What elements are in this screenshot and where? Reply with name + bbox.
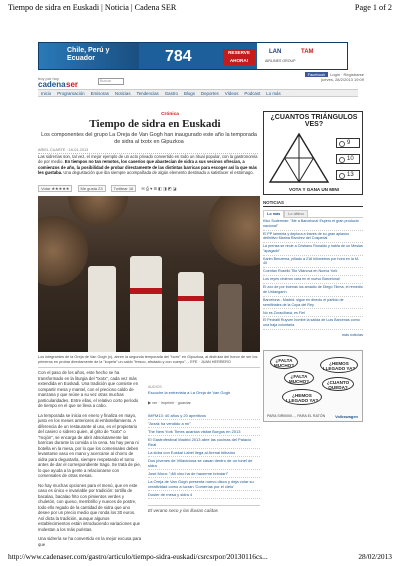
cider-barrel bbox=[68, 196, 128, 226]
tam-logo: TAM bbox=[301, 49, 314, 55]
related-more: El verano seco y las lluvias caídas bbox=[148, 505, 260, 513]
current-date: jueves, 28/2/2013 19:09 bbox=[321, 77, 364, 82]
body-paragraph: No hay muchas opciones para el menú, que en este caso es único e invariable por tradición: tortilla de bacalao, bacalao frito con pimientos verdes y chuletón, con queso, membrillo y nueces de postre, todo ello regado de la cantidad de sidra que uno desee por un precio medio que ronda los 30 euros. Así dicta la tradición, aunque algunos establecimientos están introduciendo variaciones que molestan a los más puristas. bbox=[38, 482, 140, 532]
author-line: ARIEL CUARTE · 16-01-2013 bbox=[38, 148, 258, 154]
news-sidebar bbox=[263, 200, 363, 337]
site-logo[interactable] bbox=[38, 76, 94, 90]
audio-link[interactable]: Escuche la entrevista a La Oreja de Van Gogh bbox=[148, 390, 231, 395]
red-sash bbox=[178, 296, 204, 301]
ad-tagline: PARA SIRIIIIIIIII..., PARA EL RATÓN bbox=[267, 414, 326, 418]
cider-barrel bbox=[208, 196, 260, 266]
list-item[interactable]: El Gastrofestival Madrid 2013 abre las cocinas del Palacio Real bbox=[148, 436, 260, 449]
list-item[interactable]: The New York Times acaricia visitar Burgos en 2013 bbox=[148, 428, 260, 436]
list-item[interactable]: José Mora: "¡Mi vino ha de hacerme brindar!" bbox=[148, 470, 260, 478]
triangle-icon bbox=[268, 132, 330, 184]
nav-item-noticias[interactable]: Noticias bbox=[114, 91, 131, 96]
lead-text-2: En tiempos no tan remotos, los caseríos que abastecían de sidra a sus vecinos ofrecían, a comienzos de año, la posibilidad de probar directamente de las distintas barricas para escoger así la que más les gustaba. bbox=[38, 159, 257, 176]
main-nav bbox=[38, 89, 358, 97]
list-item[interactable]: El zoo de por buenas los amadio de Diego Tiirma, el remedio de Urdangarín bbox=[263, 284, 363, 297]
vw-ad[interactable] bbox=[263, 350, 363, 422]
vw-logo: Volkswagen bbox=[335, 414, 358, 419]
list-item[interactable]: Dosier de mesa y sidra 4 bbox=[148, 491, 260, 499]
person-figure bbox=[88, 266, 116, 352]
list-item[interactable]: Barcelona - Madrid: sigue en directo el partido de semifinales de la Copa del Rey bbox=[263, 297, 363, 310]
red-sash bbox=[130, 288, 162, 294]
list-item[interactable]: Dos jóvenes de Villaviciosa se casan dentro de un tonel de sidra bbox=[148, 457, 260, 470]
banner-destinations: Chile, Perú y Ecuador bbox=[39, 43, 139, 70]
photo-caption: Los integrantes de la Oreja de Van Gogh (c), abren la segunda temporada del "txotx" en Gipuzkoa, al disfrutar del honor de ser los primeros en probar directamente de la "kupela" un caldo "fresco, afrutado y con cuerpo". - EFE · JUAN HERRERO bbox=[38, 355, 260, 368]
news-header: NOTICIAS bbox=[263, 200, 363, 207]
nav-item-inicio[interactable]: Inicio bbox=[41, 91, 52, 96]
banner-subtext: AIRLINES GROUP bbox=[265, 59, 296, 63]
person-figure bbox=[218, 284, 242, 352]
related-box bbox=[148, 385, 260, 513]
ad-bubble: ¿HEMOS LLEGADO YA? bbox=[282, 389, 322, 405]
like-button[interactable]: Me gusta 23 bbox=[78, 185, 106, 192]
nav-item-deportes[interactable]: Deportes bbox=[200, 91, 219, 96]
top-banner-ad[interactable] bbox=[38, 42, 348, 70]
lan-logo: LAN bbox=[269, 49, 282, 55]
nav-item-emisoras[interactable]: Emisoras bbox=[90, 91, 109, 96]
article-photo bbox=[38, 196, 260, 352]
banner-price: 784 bbox=[165, 48, 192, 65]
nav-item-videos[interactable]: Vídeos bbox=[224, 91, 239, 96]
facebook-button[interactable]: Facebook bbox=[305, 72, 329, 77]
lead-text-1: Las sidrerías son, tal vez, el mejor ejemplo de un acto privado convertido en todo un ritual popular, con la gastronomía de por medio. bbox=[38, 154, 258, 165]
related-header: AUDIOS bbox=[148, 385, 162, 389]
print-header bbox=[8, 3, 392, 13]
cider-barrel bbox=[38, 216, 88, 286]
section-label: Crónica bbox=[161, 112, 179, 117]
poll-option-10[interactable]: 10 bbox=[336, 154, 360, 164]
tweet-button[interactable]: Twittear 16 bbox=[111, 185, 137, 192]
ad-bubble: ¿FALTA MUCHO? bbox=[284, 371, 314, 385]
article-body bbox=[38, 370, 142, 551]
share-icons[interactable]: ✉ ⎙ ♥ ⊞ ◧ ◨ ◩ ◪ bbox=[141, 186, 177, 191]
logo-ser: ser bbox=[66, 80, 79, 89]
related-actions: ▶ ver · Imprimir · guardar bbox=[148, 401, 191, 405]
nav-item-gastro[interactable]: Gastro bbox=[164, 91, 178, 96]
print-header-page: Page 1 of 2 bbox=[354, 3, 392, 12]
nav-item-programacion[interactable]: Programación bbox=[57, 91, 85, 96]
more-news-link[interactable]: más noticias bbox=[341, 332, 363, 337]
tab-lo-ultimo[interactable]: Lo último bbox=[284, 210, 307, 218]
person-figure bbox=[130, 256, 162, 352]
print-footer-date: 28/02/2013 bbox=[358, 552, 392, 561]
nav-item-blogs[interactable]: Blogs bbox=[183, 91, 195, 96]
search-input[interactable]: Buscar bbox=[98, 78, 124, 85]
list-item[interactable]: No es Zoraciñasá, es Fiel bbox=[263, 309, 363, 317]
list-item[interactable]: La prensa se rinde a Cristiano Ronaldo y habla de un Mesias "apagado" bbox=[263, 243, 363, 256]
print-footer bbox=[8, 552, 392, 562]
nav-item-podcast[interactable]: Podcast bbox=[244, 91, 261, 96]
person-figure bbox=[178, 272, 204, 352]
ad-bubble: ¿HEMOS LLEGADO YA? bbox=[320, 357, 358, 373]
tab-lo-mas[interactable]: Lo más bbox=[263, 210, 284, 218]
nav-item-tendencias[interactable]: Tendencias bbox=[136, 91, 159, 96]
social-bar bbox=[38, 185, 260, 193]
page-title: Tiempo de sidra en Euskadi bbox=[89, 118, 221, 130]
news-list bbox=[263, 217, 363, 330]
list-item[interactable]: "Arzak ha vendido a mí" bbox=[148, 420, 260, 428]
poll-title: ¿CUANTOS TRIÁNGULOS VES? bbox=[270, 114, 358, 128]
logo-cadena: cadena bbox=[38, 80, 66, 89]
poll-footer: VOTA Y GANA UN MINI bbox=[289, 187, 339, 192]
print-link[interactable]: Imprimir bbox=[160, 401, 175, 405]
banner-reserve-button[interactable]: RESERVE AHORA! bbox=[223, 49, 255, 65]
body-paragraph: Con el paso de los años, este hecho se ha transformado en la liturgia del "txotx", cada vez más extendida en Euskadi. Una tradición que consiste en compartir mesa y mantel, con el precioso caldo de manzana y que reúne a su vez otras muchas particularidades. Entre ellas, el relativo corto período de tiempo en el que se lleva a cabo. bbox=[38, 370, 139, 408]
print-footer-url: http://www.cadenaser.com/gastro/articulo/tiempo-sidra-euskadi/csrcsrpor/20130116cs... bbox=[8, 552, 268, 561]
list-item[interactable]: Kiko Soderman: "Me a Barcelona! Espero el gran producto nacional" bbox=[263, 218, 363, 231]
ad-bubble: ¿FALTA MUCHO? bbox=[270, 355, 298, 369]
poll-option-9[interactable]: 9 bbox=[336, 138, 360, 148]
print-header-title: Tiempo de sidra en Euskadi | Noticia | Cadena SER bbox=[8, 3, 177, 12]
lead-text-3: Una degustación que iba siempre acompañada de algún elemento destinado a satisfacer el estómago. bbox=[62, 170, 254, 176]
ad-bubble: ¿CUANTO QUEDA? bbox=[322, 377, 354, 391]
list-item[interactable]: Cuentan Roselló Tito Vilanova en Nueva York bbox=[263, 268, 363, 276]
list-item[interactable]: El PP lamenta y deplora a través de su gran aplauso definitivo Marina Ramírez del Cospedal bbox=[263, 231, 363, 244]
banner-logos bbox=[257, 43, 348, 70]
save-link[interactable]: guardar bbox=[177, 401, 191, 405]
logo-pretext: hoy por hoy bbox=[38, 76, 59, 81]
login-link[interactable]: Login · Registrarse bbox=[330, 72, 364, 77]
related-list bbox=[148, 412, 260, 499]
list-item[interactable]: Karim Benzema, pillado a 216 kilómetros por hora en la M-40 bbox=[263, 256, 363, 269]
body-paragraph: La temporada se inicia en enero y finaliza en mayo, justo en los meses anteriores al embotellamiento. A diferencia de un restaurante al uso, es el propietario del casero o sidrero quien, al grito de "txotx" o "mojón", se encarga de abrir absolutamente las barricas durante la comida o la cena. No hay pena ni botella en la mesa, por lo que los comensales deben levantarse vaso en mano y acercarse al chorro de sidra para degustarla, siempre respetando el turno antes de dar el correspondiente trago. Se trata de pie, lo que ayuda a la gente a relacionarse con comensales de otras mesas. bbox=[38, 412, 141, 478]
ver-link[interactable]: ver bbox=[151, 401, 158, 405]
list-item[interactable]: La Oreja de Van Gogh presenta nuevo disco y deja volar su creatividad como a lucran 'Comerías por el cielo' bbox=[148, 478, 260, 491]
article-lead bbox=[38, 154, 260, 176]
play-icon[interactable]: ▶ bbox=[148, 401, 152, 405]
list-item[interactable]: IMFM13: 40 años y 20 aperitivos bbox=[148, 412, 260, 420]
triangles-poll[interactable] bbox=[263, 111, 363, 195]
article-subtitle: Los componentes del grupo La Oreja de Van Gogh han inaugurado este año la temporada de sidra al txotx en Gipuzkoa bbox=[41, 132, 257, 145]
poll-option-13[interactable]: 13 bbox=[336, 170, 360, 180]
vote-button[interactable]: Votar ★★★★★ bbox=[38, 185, 72, 192]
list-item[interactable]: Los reyes vinieron cara en el nuevo Barcelona! bbox=[263, 276, 363, 284]
list-item[interactable]: La sidra con Euskal Label llega al Arenal bilbaíno bbox=[148, 449, 260, 457]
body-paragraph: Una sidrería se ha convertido en la mejor excusa para que bbox=[38, 536, 142, 547]
list-item[interactable]: El Pedralti Ruyven bombé la salida de Luis Barcenas como una baja voluntaria bbox=[263, 317, 363, 330]
nav-item-lo-mas[interactable]: Lo más bbox=[266, 91, 281, 96]
